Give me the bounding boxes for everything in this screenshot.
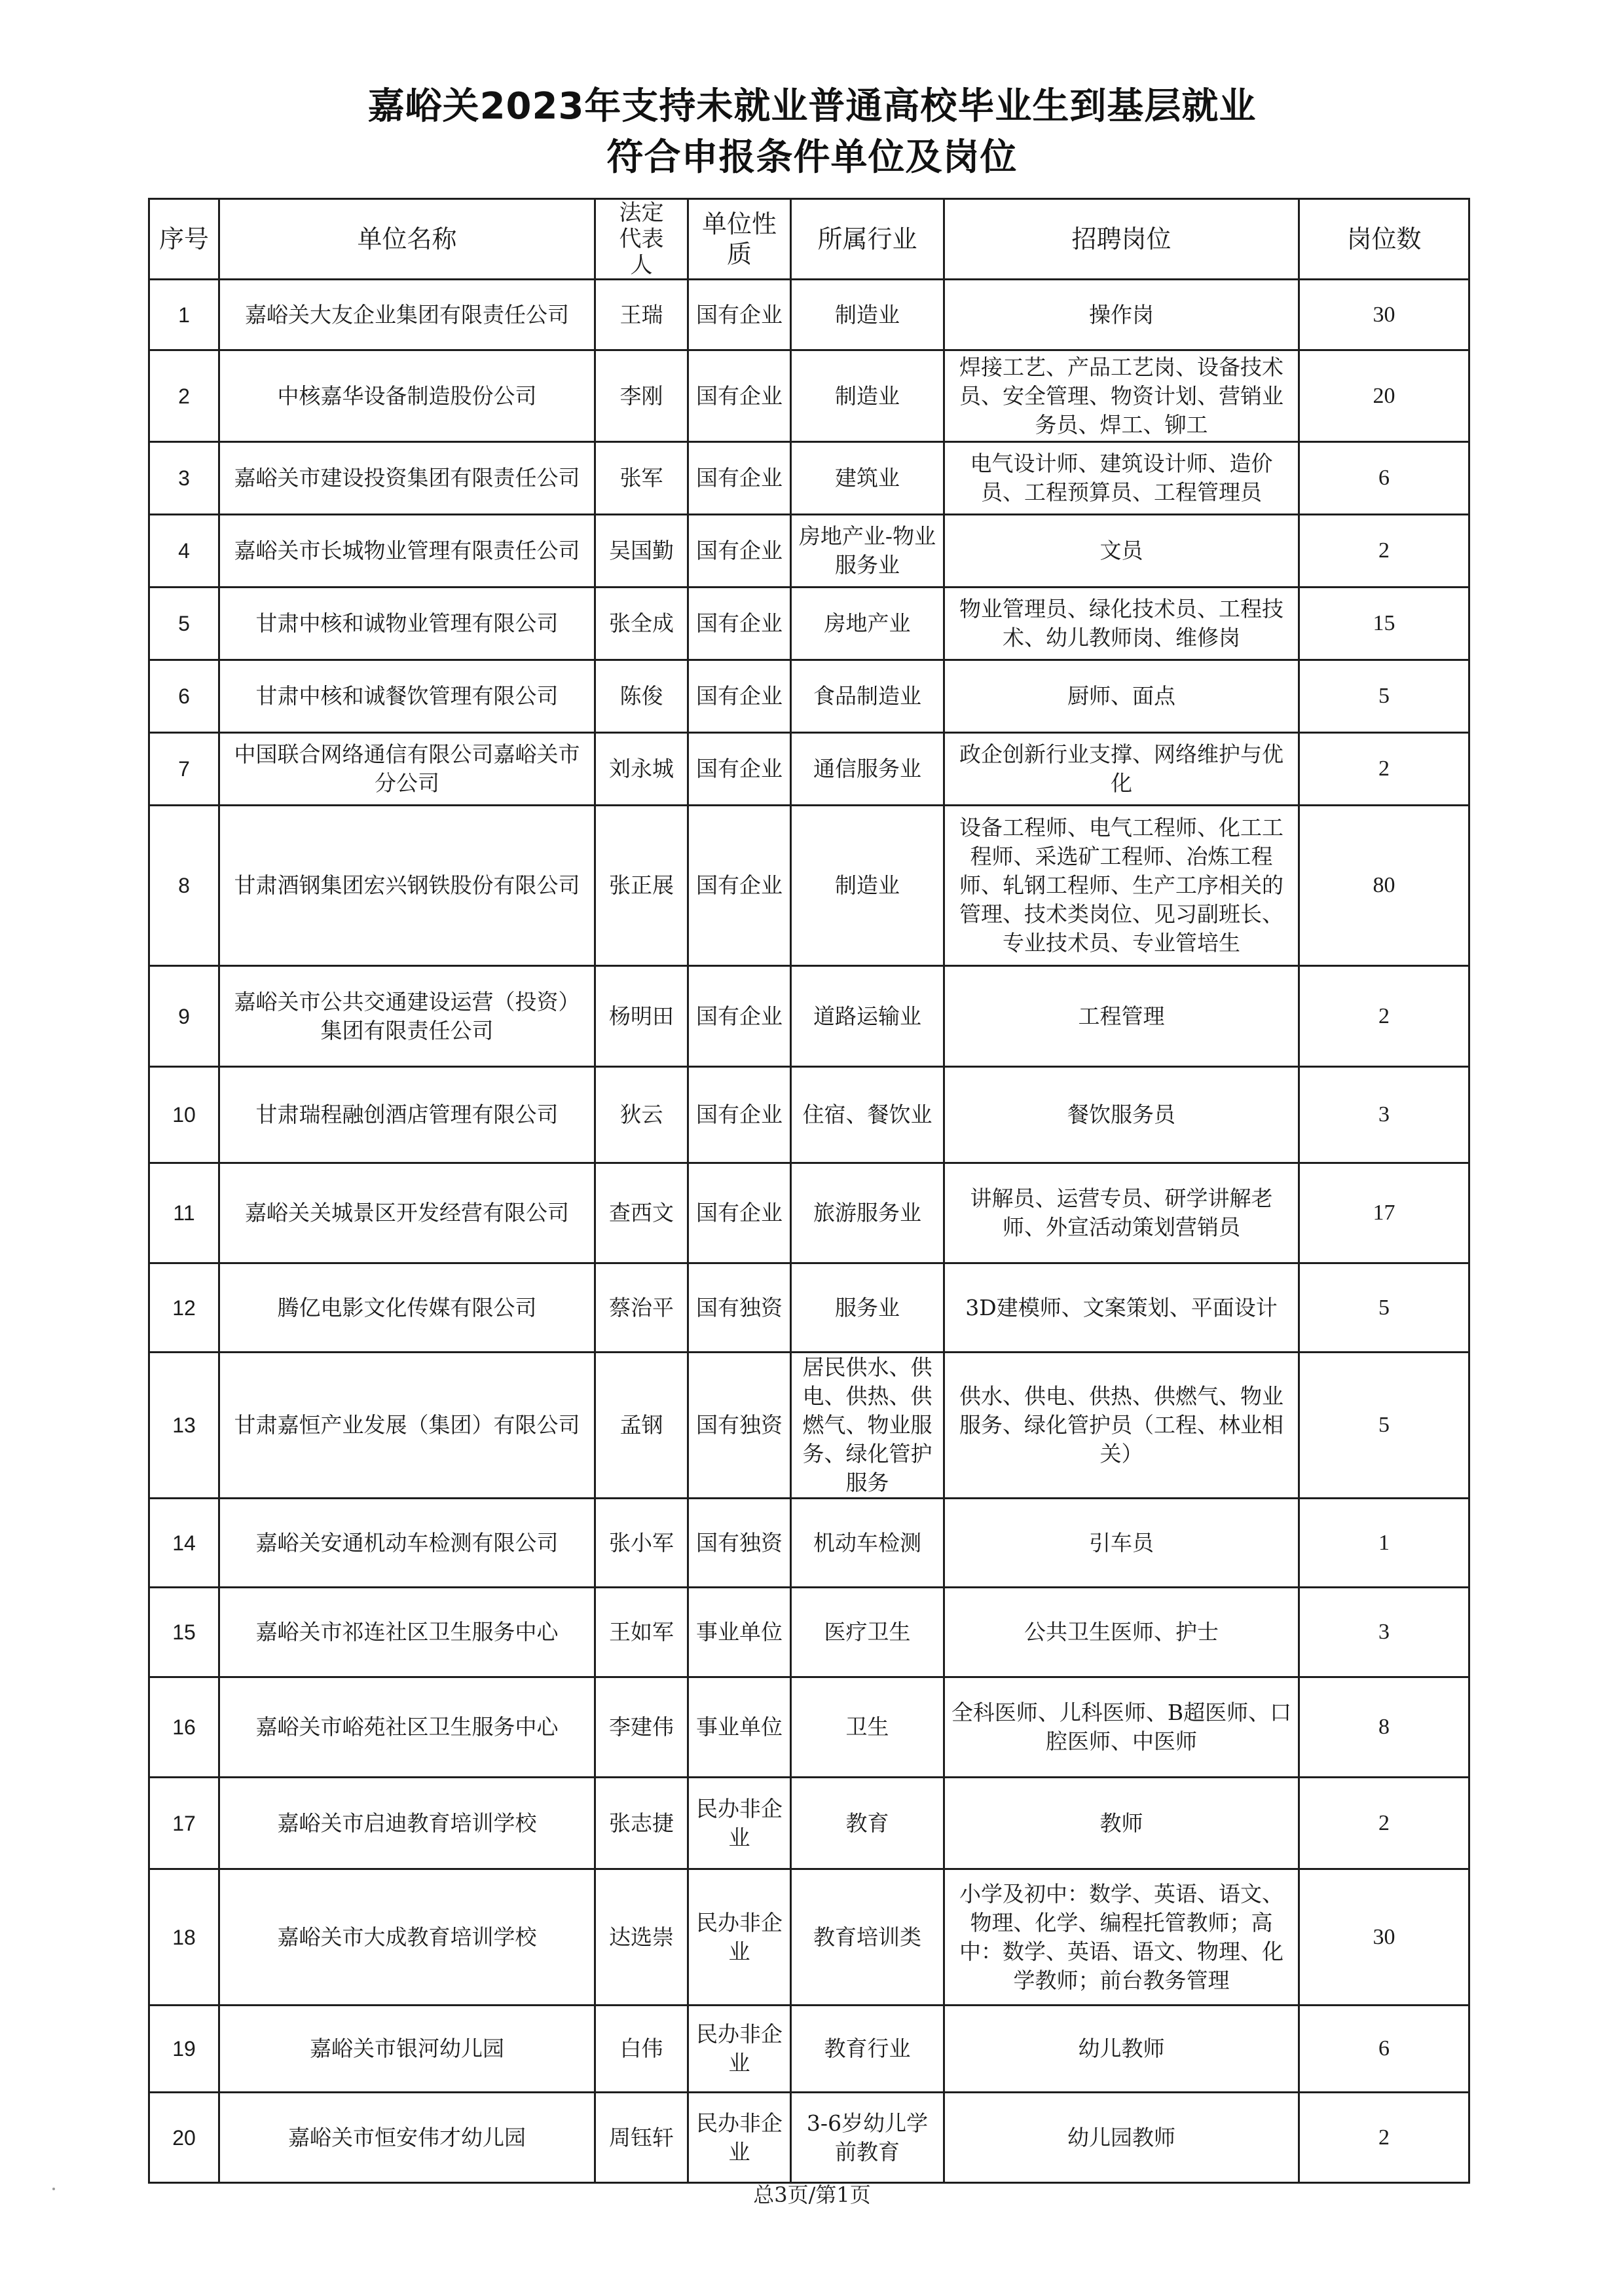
recruit-positions: 工程管理: [944, 966, 1299, 1067]
table-row: [149, 1677, 1469, 1778]
unit-name: 嘉峪关市建设投资集团有限责任公司: [219, 442, 595, 515]
row-number: 4: [149, 515, 219, 588]
unit-nature: 民办非企业: [688, 1869, 791, 2006]
recruit-positions: 物业管理员、绿化技术员、工程技术、幼儿教师岗、维修岗: [944, 588, 1299, 660]
unit-nature: 国有企业: [688, 1067, 791, 1163]
industry: 房地产业-物业服务业: [791, 515, 944, 588]
legal-rep: 白伟: [595, 2006, 688, 2093]
header-cell: 招聘岗位: [944, 199, 1299, 280]
position-count: 30: [1299, 1869, 1469, 2006]
row-number: 12: [149, 1263, 219, 1353]
unit-name: 甘肃中核和诚餐饮管理有限公司: [219, 660, 595, 733]
recruit-positions: 幼儿教师: [944, 2006, 1299, 2093]
industry: 居民供水、供电、供热、供燃气、物业服务、绿化管护服务: [791, 1353, 944, 1499]
legal-rep: 刘永城: [595, 733, 688, 806]
header-cell: 岗位数: [1299, 199, 1469, 280]
row-number: 10: [149, 1067, 219, 1163]
unit-name: 嘉峪关市峪苑社区卫生服务中心: [219, 1677, 595, 1778]
header-cell: 所属行业: [791, 199, 944, 280]
position-count: 2: [1299, 2093, 1469, 2183]
unit-name: 嘉峪关市公共交通建设运营（投资）集团有限责任公司: [219, 966, 595, 1067]
industry: 制造业: [791, 350, 944, 442]
position-count: 6: [1299, 2006, 1469, 2093]
position-count: 6: [1299, 442, 1469, 515]
position-count: 5: [1299, 1263, 1469, 1353]
unit-nature: 民办非企业: [688, 2093, 791, 2183]
position-count: 3: [1299, 1067, 1469, 1163]
header-cell: 法定代表人: [595, 199, 688, 280]
table-row: [149, 1588, 1469, 1677]
unit-nature: 国有企业: [688, 806, 791, 966]
table-row: [149, 660, 1469, 733]
position-count: 80: [1299, 806, 1469, 966]
recruit-positions: 设备工程师、电气工程师、化工工程师、采选矿工程师、冶炼工程师、轧钢工程师、生产工序相关的管理、技术类岗位、见习副班长、专业技术员、专业管培生: [944, 806, 1299, 966]
recruit-positions: 教师: [944, 1778, 1299, 1869]
recruit-positions: 政企创新行业支撑、网络维护与优化: [944, 733, 1299, 806]
unit-nature: 国有企业: [688, 966, 791, 1067]
unit-name: 嘉峪关市祁连社区卫生服务中心: [219, 1588, 595, 1677]
industry: 通信服务业: [791, 733, 944, 806]
industry: 3-6岁幼儿学前教育: [791, 2093, 944, 2183]
unit-name: 嘉峪关市启迪教育培训学校: [219, 1778, 595, 1869]
position-count: 5: [1299, 1353, 1469, 1499]
industry: 机动车检测: [791, 1499, 944, 1588]
legal-rep: 李刚: [595, 350, 688, 442]
industry: 房地产业: [791, 588, 944, 660]
recruit-positions: 厨师、面点: [944, 660, 1299, 733]
unit-name: 甘肃嘉恒产业发展（集团）有限公司: [219, 1353, 595, 1499]
recruit-positions: 3D建模师、文案策划、平面设计: [944, 1263, 1299, 1353]
row-number: 20: [149, 2093, 219, 2183]
row-number: 2: [149, 350, 219, 442]
row-number: 18: [149, 1869, 219, 2006]
unit-nature: 国有企业: [688, 350, 791, 442]
recruit-positions: 供水、供电、供热、供燃气、物业服务、绿化管护员（工程、林业相关）: [944, 1353, 1299, 1499]
legal-rep: 杨明田: [595, 966, 688, 1067]
unit-name: 嘉峪关市长城物业管理有限责任公司: [219, 515, 595, 588]
legal-rep: 陈俊: [595, 660, 688, 733]
legal-rep: 张正展: [595, 806, 688, 966]
unit-nature: 国有企业: [688, 515, 791, 588]
unit-name: 嘉峪关市大成教育培训学校: [219, 1869, 595, 2006]
table-row: [149, 1163, 1469, 1263]
legal-rep: 蔡治平: [595, 1263, 688, 1353]
unit-nature: 国有企业: [688, 660, 791, 733]
industry: 建筑业: [791, 442, 944, 515]
recruit-positions: 引车员: [944, 1499, 1299, 1588]
unit-name: 甘肃瑞程融创酒店管理有限公司: [219, 1067, 595, 1163]
legal-rep: 吴国勤: [595, 515, 688, 588]
legal-rep: 王瑞: [595, 280, 688, 350]
scan-mark: [52, 2188, 55, 2190]
legal-rep: 查西文: [595, 1163, 688, 1263]
row-number: 17: [149, 1778, 219, 1869]
unit-name: 嘉峪关市银河幼儿园: [219, 2006, 595, 2093]
unit-name: 甘肃中核和诚物业管理有限公司: [219, 588, 595, 660]
unit-nature: 事业单位: [688, 1677, 791, 1778]
table-row: [149, 733, 1469, 806]
unit-nature: 国有独资: [688, 1353, 791, 1499]
recruit-positions: 文员: [944, 515, 1299, 588]
industry: 教育行业: [791, 2006, 944, 2093]
industry: 食品制造业: [791, 660, 944, 733]
industry: 住宿、餐饮业: [791, 1067, 944, 1163]
unit-nature: 民办非企业: [688, 2006, 791, 2093]
unit-nature: 国有独资: [688, 1499, 791, 1588]
industry: 服务业: [791, 1263, 944, 1353]
table-row: [149, 966, 1469, 1067]
unit-nature: 国有企业: [688, 280, 791, 350]
unit-nature: 国有企业: [688, 1163, 791, 1263]
unit-name: 嘉峪关市恒安伟才幼儿园: [219, 2093, 595, 2183]
table-row: [149, 280, 1469, 350]
row-number: 6: [149, 660, 219, 733]
recruit-positions: 操作岗: [944, 280, 1299, 350]
row-number: 5: [149, 588, 219, 660]
position-count: 2: [1299, 515, 1469, 588]
table-row: [149, 1067, 1469, 1163]
position-count: 30: [1299, 280, 1469, 350]
table-row: [149, 1778, 1469, 1869]
document-title-line-1: 嘉峪关2023年支持未就业普通高校毕业生到基层就业: [367, 85, 1257, 128]
position-count: 15: [1299, 588, 1469, 660]
row-number: 9: [149, 966, 219, 1067]
unit-name: 嘉峪关关城景区开发经营有限公司: [219, 1163, 595, 1263]
industry: 教育: [791, 1778, 944, 1869]
industry: 旅游服务业: [791, 1163, 944, 1263]
recruit-positions: 全科医师、儿科医师、B超医师、口腔医师、中医师: [944, 1677, 1299, 1778]
table-row: [149, 2093, 1469, 2183]
table-row: [149, 806, 1469, 966]
header-cell: 序号: [149, 199, 219, 280]
recruit-positions: 幼儿园教师: [944, 2093, 1299, 2183]
industry: 制造业: [791, 280, 944, 350]
legal-rep: 张全成: [595, 588, 688, 660]
position-count: 20: [1299, 350, 1469, 442]
recruit-positions: 讲解员、运营专员、研学讲解老师、外宣活动策划营销员: [944, 1163, 1299, 1263]
row-number: 13: [149, 1353, 219, 1499]
unit-name: 中国联合网络通信有限公司嘉峪关市分公司: [219, 733, 595, 806]
header-cell: 单位性质: [688, 199, 791, 280]
table-row: [149, 1263, 1469, 1353]
table-row: [149, 1353, 1469, 1499]
recruit-positions: 小学及初中：数学、英语、语文、物理、化学、编程托管教师；高中：数学、英语、语文、物理、化学教师；前台教务管理: [944, 1869, 1299, 2006]
legal-rep: 达选崇: [595, 1869, 688, 2006]
row-number: 16: [149, 1677, 219, 1778]
row-number: 15: [149, 1588, 219, 1677]
header-cell: 单位名称: [219, 199, 595, 280]
page-footer: 总3页/第1页: [753, 2182, 871, 2207]
document-title-line-2: 符合申报条件单位及岗位: [606, 136, 1018, 179]
unit-name: 腾亿电影文化传媒有限公司: [219, 1263, 595, 1353]
row-number: 19: [149, 2006, 219, 2093]
unit-nature: 民办非企业: [688, 1778, 791, 1869]
industry: 制造业: [791, 806, 944, 966]
table-row: [149, 350, 1469, 442]
positions-table: [148, 198, 1470, 2184]
table-row: [149, 2006, 1469, 2093]
unit-name: 嘉峪关大友企业集团有限责任公司: [219, 280, 595, 350]
position-count: 2: [1299, 1778, 1469, 1869]
position-count: 5: [1299, 660, 1469, 733]
legal-rep: 周钰轩: [595, 2093, 688, 2183]
unit-name: 嘉峪关安通机动车检测有限公司: [219, 1499, 595, 1588]
row-number: 3: [149, 442, 219, 515]
legal-rep: 张军: [595, 442, 688, 515]
position-count: 17: [1299, 1163, 1469, 1263]
row-number: 11: [149, 1163, 219, 1263]
position-count: 1: [1299, 1499, 1469, 1588]
table-row: [149, 1869, 1469, 2006]
unit-nature: 国有企业: [688, 442, 791, 515]
position-count: 2: [1299, 966, 1469, 1067]
unit-nature: 事业单位: [688, 1588, 791, 1677]
position-count: 3: [1299, 1588, 1469, 1677]
position-count: 2: [1299, 733, 1469, 806]
legal-rep: 张小军: [595, 1499, 688, 1588]
table-row: [149, 442, 1469, 515]
legal-rep: 狄云: [595, 1067, 688, 1163]
recruit-positions: 餐饮服务员: [944, 1067, 1299, 1163]
industry: 医疗卫生: [791, 1588, 944, 1677]
row-number: 1: [149, 280, 219, 350]
unit-nature: 国有企业: [688, 588, 791, 660]
legal-rep: 孟钢: [595, 1353, 688, 1499]
industry: 卫生: [791, 1677, 944, 1778]
row-number: 7: [149, 733, 219, 806]
industry: 教育培训类: [791, 1869, 944, 2006]
position-count: 8: [1299, 1677, 1469, 1778]
legal-rep: 王如军: [595, 1588, 688, 1677]
unit-nature: 国有企业: [688, 733, 791, 806]
recruit-positions: 公共卫生医师、护士: [944, 1588, 1299, 1677]
table-row: [149, 515, 1469, 588]
recruit-positions: 焊接工艺、产品工艺岗、设备技术员、安全管理、物资计划、营销业务员、焊工、铆工: [944, 350, 1299, 442]
industry: 道路运输业: [791, 966, 944, 1067]
legal-rep: 李建伟: [595, 1677, 688, 1778]
row-number: 8: [149, 806, 219, 966]
table-row: [149, 1499, 1469, 1588]
recruit-positions: 电气设计师、建筑设计师、造价员、工程预算员、工程管理员: [944, 442, 1299, 515]
unit-name: 中核嘉华设备制造股份公司: [219, 350, 595, 442]
unit-name: 甘肃酒钢集团宏兴钢铁股份有限公司: [219, 806, 595, 966]
table-row: [149, 588, 1469, 660]
table-header-row: [149, 199, 1469, 280]
unit-nature: 国有独资: [688, 1263, 791, 1353]
row-number: 14: [149, 1499, 219, 1588]
legal-rep: 张志捷: [595, 1778, 688, 1869]
